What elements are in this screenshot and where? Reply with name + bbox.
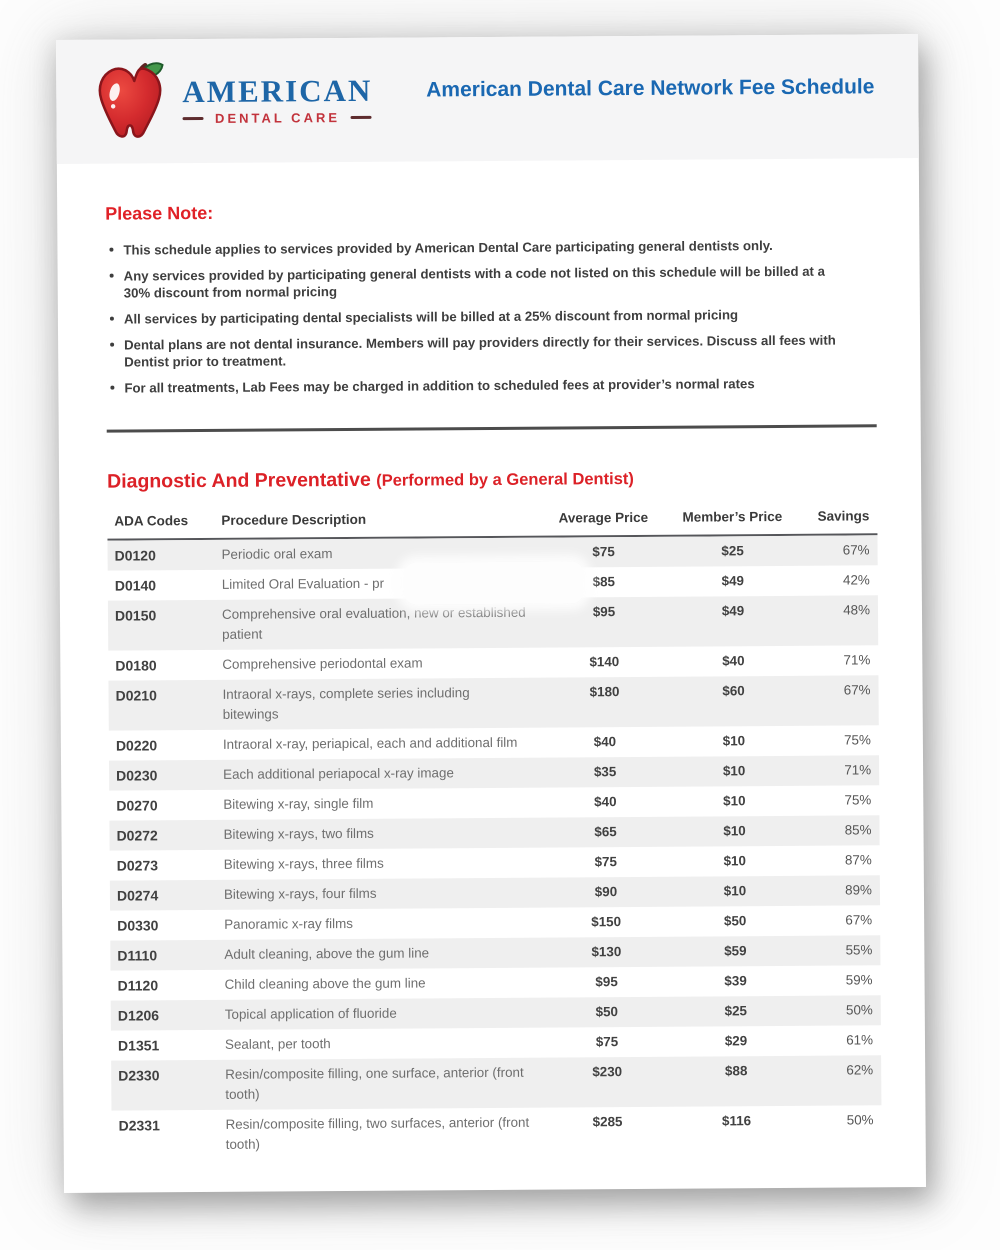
savings-cell: 71%	[844, 762, 872, 778]
savings-cell: 67%	[842, 542, 870, 558]
members-price-cell: $88	[724, 1063, 748, 1079]
savings-cell: 67%	[845, 912, 873, 928]
average-price-cell: $85	[592, 574, 616, 590]
savings-cell: 87%	[844, 852, 872, 868]
fee-table-header	[107, 500, 877, 540]
col-average-price: Average Price	[558, 509, 649, 526]
procedure-description-cell: Resin/composite filling, one surface, anterior (front tooth)	[225, 1064, 524, 1102]
procedure-description-cell: Intraoral x-rays, complete series including bitewings	[222, 685, 470, 722]
section-heading-qualifier: (Performed by a General Dentist)	[376, 469, 634, 490]
procedure-description-cell: Limited Oral Evaluation - pr	[221, 575, 385, 592]
table-row	[108, 675, 878, 730]
ada-code-cell: D0270	[116, 797, 158, 814]
apple-tooth-icon	[94, 60, 175, 143]
average-price-cell: $40	[594, 794, 617, 810]
procedure-description-cell: Intraoral x-ray, periapical, each and additional film	[222, 734, 518, 752]
note-item: For all treatments, Lab Fees may be charged in addition to scheduled fees at provider’s normal rates	[106, 374, 854, 396]
redaction-smudge	[404, 561, 584, 604]
document-body	[57, 198, 926, 1161]
average-price-cell: $40	[593, 734, 617, 750]
procedure-description-cell: Periodic oral exam	[221, 546, 333, 562]
savings-cell: 71%	[843, 652, 871, 668]
ada-code-cell: D2330	[118, 1067, 160, 1084]
savings-cell: 50%	[845, 1002, 873, 1018]
savings-cell: 42%	[842, 572, 870, 588]
savings-cell: 67%	[843, 682, 871, 698]
average-price-cell: $95	[592, 604, 616, 620]
savings-cell: 48%	[843, 602, 871, 618]
members-price-cell: $10	[723, 823, 746, 839]
dash-right-icon	[351, 116, 372, 119]
savings-cell: 61%	[846, 1032, 874, 1048]
ada-code-cell: D0272	[116, 827, 158, 844]
table-row	[111, 1055, 881, 1110]
note-item: This schedule applies to services provided by American Dental Care participating general dentists only.	[105, 236, 853, 258]
members-price-cell: $10	[723, 883, 747, 899]
dash-left-icon	[183, 117, 204, 120]
ada-code-cell: D1351	[117, 1037, 160, 1054]
savings-cell: 59%	[845, 972, 873, 988]
ada-code-cell: D0273	[116, 857, 159, 874]
ada-code-cell: D0210	[115, 687, 157, 704]
document-page	[56, 34, 926, 1193]
members-price-cell: $50	[723, 913, 747, 929]
members-price-cell: $25	[724, 1003, 748, 1019]
average-price-cell: $130	[591, 944, 622, 960]
average-price-cell: $180	[589, 684, 620, 700]
ada-code-cell: D0120	[114, 547, 156, 564]
ada-code-cell: D1110	[117, 947, 158, 964]
ada-code-cell: D1120	[117, 977, 159, 994]
ada-code-cell: D1206	[117, 1007, 160, 1024]
average-price-cell: $75	[592, 544, 615, 560]
savings-cell: 85%	[844, 822, 872, 838]
savings-cell: 50%	[846, 1112, 874, 1128]
average-price-cell: $95	[595, 974, 618, 990]
ada-code-cell: D0220	[115, 737, 158, 754]
brand-name: AMERICAN	[182, 72, 373, 110]
ada-code-cell: D0180	[115, 657, 157, 674]
ada-code-cell: D0140	[114, 577, 157, 594]
col-savings: Savings	[817, 508, 870, 524]
section-heading-main: Diagnostic And Preventative	[106, 468, 377, 493]
col-members-price: Member’s Price	[682, 508, 783, 525]
procedure-description-cell: Each additional periapocal x-ray image	[223, 765, 454, 782]
savings-cell: 75%	[844, 732, 871, 748]
average-price-cell: $35	[593, 764, 617, 780]
average-price-cell: $140	[589, 654, 620, 670]
procedure-description-cell: Comprehensive oral evaluation, new or established patient	[221, 604, 526, 642]
fee-table-body	[107, 535, 881, 1160]
procedure-description-cell: Topical application of fluoride	[224, 1005, 397, 1022]
procedure-description-cell: Bitewing x-rays, two films	[223, 825, 374, 842]
average-price-cell: $75	[595, 1034, 619, 1050]
members-price-cell: $10	[723, 853, 746, 869]
average-price-cell: $90	[594, 884, 618, 900]
members-price-cell: $59	[724, 943, 747, 959]
savings-cell: 55%	[845, 942, 873, 958]
members-price-cell: $10	[722, 763, 746, 779]
members-price-cell: $39	[724, 973, 747, 989]
fee-table	[107, 500, 882, 1160]
note-item: Dental plans are not dental insurance. Members will pay providers directly for their services. Discuss all fees with Dentist prior to treatment.	[106, 331, 854, 370]
members-price-cell: $116	[721, 1113, 752, 1129]
average-price-cell: $150	[591, 914, 622, 930]
brand-subtitle-row	[183, 110, 372, 126]
procedure-description-cell: Bitewing x-rays, four films	[223, 885, 377, 902]
ada-code-cell: D2331	[118, 1117, 160, 1134]
members-price-cell: $25	[721, 543, 744, 559]
savings-cell: 89%	[845, 882, 872, 898]
average-price-cell: $65	[594, 824, 617, 840]
ada-code-cell: D0150	[114, 607, 157, 624]
members-price-cell: $10	[723, 793, 746, 809]
ada-code-cell: D0330	[117, 917, 159, 934]
ada-code-cell: D0230	[116, 767, 158, 784]
members-price-cell: $60	[722, 683, 745, 699]
procedure-description-cell: Sealant, per tooth	[224, 1036, 331, 1052]
savings-cell: 62%	[846, 1062, 874, 1078]
procedure-description-cell: Child cleaning above the gum line	[224, 975, 426, 992]
members-price-cell: $49	[721, 603, 745, 619]
brand-subtitle: DENTAL CARE	[214, 110, 341, 126]
average-price-cell: $285	[592, 1114, 623, 1130]
note-item: All services by participating dental specialists will be billed at a 25% discount from normal pricing	[106, 305, 854, 327]
members-price-cell: $29	[724, 1033, 748, 1049]
col-ada-codes: ADA Codes	[114, 513, 189, 529]
procedure-description-cell: Resin/composite filling, two surfaces, anterior (front tooth)	[225, 1114, 530, 1152]
procedure-description-cell: Comprehensive periodontal exam	[222, 655, 423, 672]
procedure-description-cell: Bitewing x-rays, three films	[223, 855, 384, 872]
document-title: American Dental Care Network Fee Schedule	[426, 75, 875, 102]
section-heading	[107, 465, 877, 494]
procedure-description-cell: Adult cleaning, above the gum line	[224, 945, 430, 962]
col-procedure-description: Procedure Description	[221, 511, 367, 528]
brand-text-block	[182, 72, 373, 126]
procedure-description-cell: Bitewing x-ray, single film	[223, 795, 374, 812]
please-note-heading: Please Note:	[105, 202, 214, 224]
procedure-description-cell: Panoramic x-ray films	[224, 915, 353, 932]
members-price-cell: $49	[721, 573, 745, 589]
note-item: Any services provided by participating general dentists with a code not listed on this schedule will be billed at a 30% discount from normal pricing	[106, 262, 854, 301]
members-price-cell: $10	[722, 733, 746, 749]
average-price-cell: $230	[592, 1064, 623, 1080]
ada-code-cell: D0274	[116, 887, 159, 904]
average-price-cell: $75	[594, 854, 617, 870]
savings-cell: 75%	[844, 792, 872, 808]
document-header	[56, 34, 919, 164]
average-price-cell: $50	[595, 1004, 619, 1020]
brand-logo	[94, 59, 373, 143]
members-price-cell: $40	[722, 653, 745, 669]
table-row	[111, 1105, 881, 1160]
section-divider	[107, 424, 877, 432]
notes-list	[105, 236, 854, 396]
